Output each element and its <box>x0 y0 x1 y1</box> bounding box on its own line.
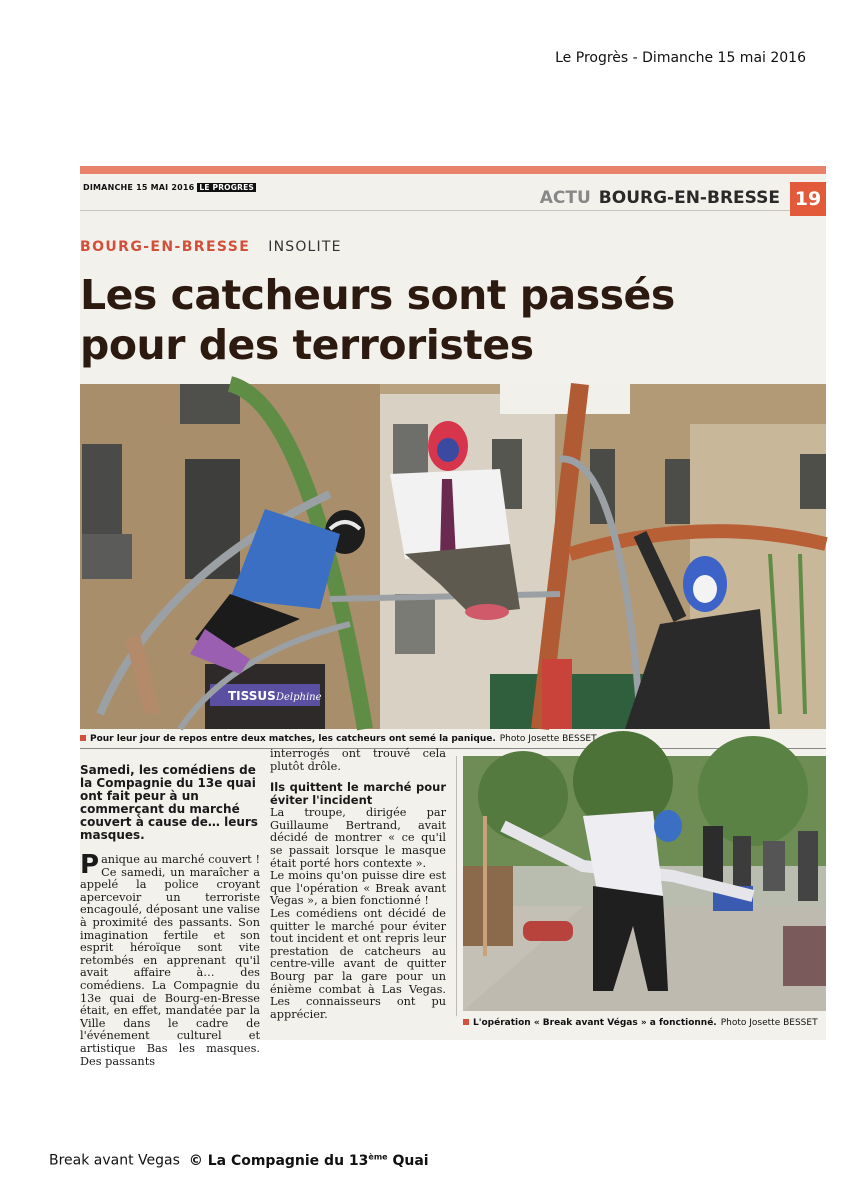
kicker <box>80 239 342 255</box>
footer-sup: ème <box>368 1152 388 1161</box>
footer-copyright <box>189 1153 429 1169</box>
column-divider <box>456 756 457 1016</box>
headline <box>80 270 780 370</box>
clip-top-bar <box>80 166 826 174</box>
clip-dateline <box>83 183 256 192</box>
caption2-credit: Photo Josette BESSET <box>720 1018 818 1028</box>
photo1-caption <box>80 734 597 744</box>
photo2-caption <box>463 1018 818 1028</box>
photo-break-avant-vegas <box>463 756 826 1011</box>
headline-line-2: pour des terroristes <box>80 321 534 369</box>
kicker-tag: INSOLITE <box>268 239 342 255</box>
caption1-text: Pour leur jour de repos entre deux matches, les catcheurs ont semé la panique. <box>90 734 496 744</box>
dropcap: P <box>80 850 100 880</box>
footer-tail: Quai <box>387 1152 429 1169</box>
shop-sign: TISSUS <box>228 689 276 703</box>
footer-show: Break avant Vegas <box>49 1152 180 1169</box>
clip-date: DIMANCHE 15 MAI 2016 <box>83 183 195 192</box>
page-number: 19 <box>790 182 826 216</box>
section-header <box>540 188 780 208</box>
caption-bullet <box>463 1019 469 1025</box>
section-actu: ACTU <box>539 188 591 208</box>
shop-sign-sub: Delphine <box>276 692 322 703</box>
article-para-1-continued: interrogés ont trouvé cela plutôt drôle. <box>270 747 446 773</box>
headline-line-1: Les catcheurs sont passés <box>80 271 675 319</box>
article-para-1 <box>80 850 260 1068</box>
mid-rule <box>80 748 826 749</box>
article-para-3: Le moins qu'on puisse dire est que l'opération « Break avant Vegas », a bien fonctionné ! <box>270 869 446 908</box>
photo-wrestlers-playground <box>80 384 826 729</box>
footer-copyright-text: © La Compagnie du 13 <box>188 1152 369 1169</box>
photo-wrestlers-illustration <box>80 384 826 729</box>
source-line: Le Progrès - Dimanche 15 mai 2016 <box>555 50 806 66</box>
photo-breakdance-illustration <box>463 756 826 1011</box>
footer-credit <box>49 1152 429 1169</box>
caption-bullet <box>80 735 86 741</box>
article-subhead: Ils quittent le marché pour éviter l'incident <box>270 780 446 808</box>
article-column-2 <box>270 748 446 1021</box>
kicker-place: BOURG-EN-BRESSE <box>80 239 251 255</box>
article-para-2: La troupe, dirigée par Guillaume Bertrand, avait décidé de montrer « ce qu'il se passait lorsque le masque était porté hors contexte ». <box>270 806 446 870</box>
top-rule <box>80 210 790 211</box>
section-city: BOURG-EN-BRESSE <box>598 188 780 208</box>
article-para-1-text: anique au marché couvert ! Ce samedi, un maraîcher a appelé la police croyant apercevoir un terroriste encagoulé, déposant une valise à proximité des passants. Son imagination fertile et son esprit héroïque sont vite retombés en apprenant qu'il avait affaire à… des comédiens. La Compagnie du 13e quai de Bourg-en-Bresse était, en effet, mandatée par la Ville dans le cadre de l'événement culturel et artistique Bas les masques. Des passants <box>80 853 260 1068</box>
article-para-4: Les comédiens ont décidé de quitter le marché pour éviter tout incident et ont repris leur prestation de catcheurs au centre-ville avant de quitter Bourg par la gare pour un énième combat à Las Vegas. Les connaisseurs ont pu apprécier. <box>270 906 446 1021</box>
publication-name: LE PROGRES <box>199 183 255 192</box>
newspaper-clipping <box>80 166 826 1068</box>
article-lead: Samedi, les comédiens de la Compagnie du 13e quai ont fait peur à un commerçant du marché couvert à cause de… leurs masques. <box>80 763 258 842</box>
caption1-credit: Photo Josette BESSET <box>499 734 597 744</box>
article-column-1 <box>80 764 260 1068</box>
caption2-text: L'opération « Break avant Végas » a fonctionné. <box>473 1018 717 1028</box>
